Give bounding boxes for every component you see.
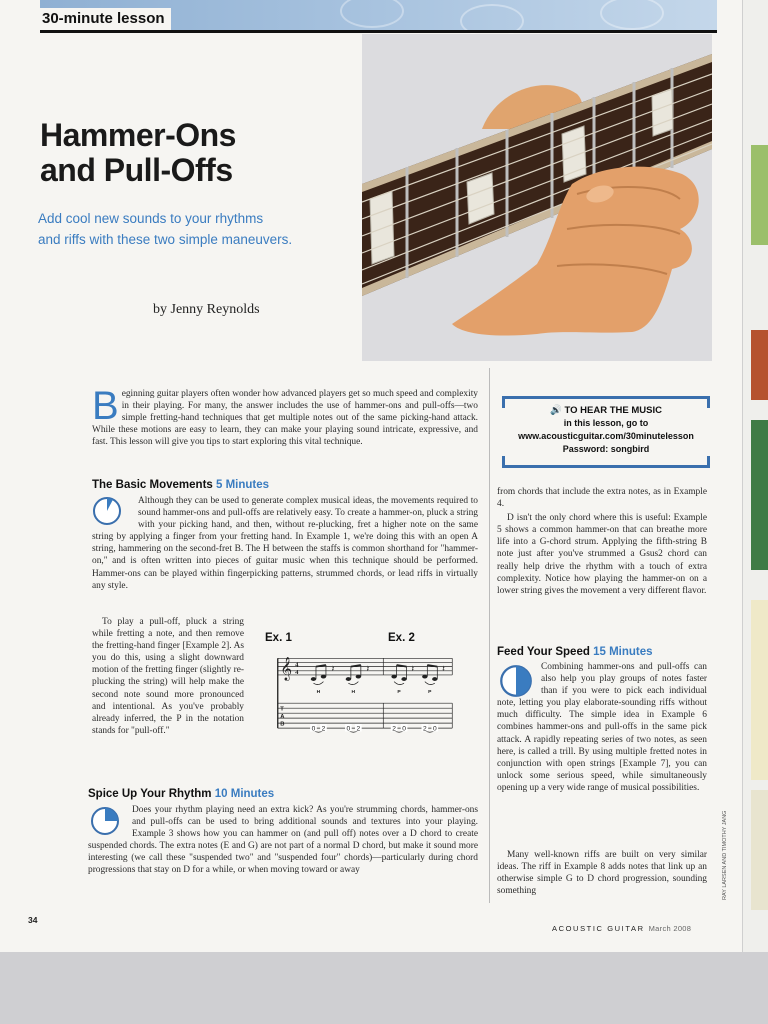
issue-date: March 2008 — [648, 924, 692, 933]
svg-text:4: 4 — [295, 669, 299, 677]
page-number: 34 — [28, 915, 38, 925]
column2-paragraph-1: from chords that include the extra notes, as in Example 4. — [497, 487, 707, 510]
photo-credit: RAY LARSEN AND TIMOTHY JANG — [722, 810, 728, 900]
pull-mark-1: P — [397, 689, 401, 696]
section2-title: Spice Up Your Rhythm — [88, 788, 212, 800]
hear-the-music-box — [502, 396, 710, 468]
section2-minutes: 10 Minutes — [214, 788, 275, 800]
section-heading-spice-up — [88, 788, 274, 800]
music-box-heading: TO HEAR THE MUSIC — [564, 405, 662, 416]
svg-text:A: A — [280, 714, 285, 721]
tab-number: 2 — [392, 725, 396, 733]
section3-paragraph-1: Combining hammer-ons and pull-offs can also help you play groups of notes faster than if you were to pick each individual note, letting you play elaborate-sounding riffs without much difficulty. The simple idea in Example 6 combines hammer-ons and pull-offs in the same pick attack. A rapidly repeating series of two notes, as seen here, is called a trill. By using multiple fretted notes in conjunction with open strings [Example 7], you can unlock some serious speed, while simultaneously opening up a very wide range of musical possibilities. — [497, 662, 707, 793]
speaker-icon: 🔊 — [550, 405, 562, 416]
tab-number: 2 — [356, 725, 361, 733]
deck-line-2: and riffs with these two simple maneuvers. — [38, 232, 293, 247]
section3-paragraph-2: Many well-known riffs are built on very similar ideas. The riff in Example 8 adds notes that link up an otherwise simple G to D chord progression, sounding something — [497, 850, 707, 897]
header-rule — [40, 30, 717, 33]
column2-text — [497, 486, 707, 599]
section1-minutes: 5 Minutes — [216, 479, 270, 491]
svg-text:𝄞: 𝄞 — [280, 655, 293, 680]
tab-number: 2 — [321, 725, 326, 733]
section3-minutes: 15 Minutes — [593, 646, 653, 658]
intro-text: eginning guitar players often wonder how advanced players get so much speed and complexity in their playing. For many, the answer includes the use of hammer-ons and pull-offs—two simple fretting-hand techniques that get multiple notes out of the same picking-hand attack. While these motions are easy to learn, they can make your playing sound intricate, expressive, and fast. This lesson will give you tips to start exploring this vital technique. — [92, 389, 478, 448]
magazine-name: ACOUSTIC GUITAR — [552, 924, 645, 933]
intro-paragraph — [92, 384, 478, 448]
adjacent-page-edge — [742, 0, 768, 952]
example-1-label: Ex. 1 — [265, 632, 292, 644]
example-2-label: Ex. 2 — [388, 632, 415, 644]
section3-title: Feed Your Speed — [497, 646, 590, 658]
tab-number: 0 — [311, 725, 316, 733]
section-heading-feed-your-speed — [497, 646, 653, 658]
section1-paragraph-1: Although they can be used to generate complex musical ideas, the movements required to sound hammer-ons and pull-offs are relatively easy. To create a hammer-on, pluck a string with your picking hand, and then, without re-plucking, fret a higher note on the same string by applying a finger from your fretting hand. In Example 1, we're doing this with an open A string, hammering on the second-fret B. The H between the staffs is common shorthand for "hammer-on," and is often written into pieces of guitar music when this technique should be performed. Hammer-ons can be played within fingerpicking patterns, strummed chords, or lead riffs in virtually any style. — [92, 496, 478, 591]
section-label: 30-minute lesson — [40, 8, 171, 30]
section2-paragraph-1: Does your rhythm playing need an extra kick? As you're strumming chords, hammer-ons and pull-offs can be used to bring additional sounds and textures into your playing. Example 3 shows how you can hammer on (and pull off) notes over a D chord to create suspended chords. The extra notes (E and G) are not part of a normal D chord, but make it sound more interesting (we call these "suspended two" and "suspended four" chords)—particularly during chord progressions that stay on D for a while, or when moving toward or away — [88, 805, 478, 876]
scan-background — [0, 952, 768, 1024]
tab-number: 0 — [402, 725, 406, 733]
tab-number: 2 — [422, 725, 427, 733]
column2-paragraph-2: D isn't the only chord where this is useful: Example 5 shows a common hammer-on that can breathe more life into a G-chord strum. Applying the fifth-string B note just after you've strummed a Gsus2 chord can really help drive the rhythm with a touch of extra complexity. Notice how playing the hammer-on on a lower string gives the movement a very different flavor. — [497, 513, 707, 596]
music-box-password: Password: songbird — [562, 444, 650, 454]
drop-cap: B — [92, 384, 119, 428]
svg-text:B: B — [280, 721, 285, 728]
svg-text:𝄽: 𝄽 — [442, 664, 445, 674]
article-deck — [38, 208, 348, 250]
hammer-mark-2: H — [351, 689, 356, 696]
music-box-line-2: in this lesson, go to — [563, 418, 649, 428]
title-line-2: and Pull-Offs — [40, 152, 233, 188]
byline: by Jenny Reynolds — [153, 302, 260, 317]
music-box-url[interactable]: www.acousticguitar.com/30minutelesson — [518, 431, 694, 441]
section1-title: The Basic Movements — [92, 479, 213, 491]
svg-text:𝄽: 𝄽 — [331, 664, 335, 674]
deck-line-1: Add cool new sounds to your rhythms — [38, 211, 264, 226]
header-banner — [40, 0, 717, 32]
title-line-1: Hammer-Ons — [40, 117, 236, 153]
section1-paragraph-2: To play a pull-off, pluck a string while fretting a note, and then remove the fretting-hand finger [Example 2]. As you do this, using a slight downward motion of the fretting finger (slightly re-plucking the string) will help make the second note sound more pronounced and intentional. As you've probably already inferred, the P in the notation stands for "pull-off." — [92, 617, 244, 736]
guitar-photo — [362, 34, 712, 361]
svg-text:T: T — [280, 706, 284, 713]
tab-number: 0 — [432, 725, 437, 733]
section-heading-basic-movements — [92, 479, 269, 491]
music-notation — [255, 650, 475, 768]
tab-number: 0 — [346, 725, 351, 733]
magazine-footer — [552, 924, 691, 933]
svg-text:𝄽: 𝄽 — [366, 664, 370, 674]
article-title — [40, 118, 236, 188]
svg-text:𝄽: 𝄽 — [411, 664, 415, 674]
column-divider — [489, 368, 490, 903]
pull-mark-2: P — [428, 689, 432, 696]
svg-text:4: 4 — [295, 661, 299, 669]
hammer-mark-1: H — [316, 689, 321, 696]
